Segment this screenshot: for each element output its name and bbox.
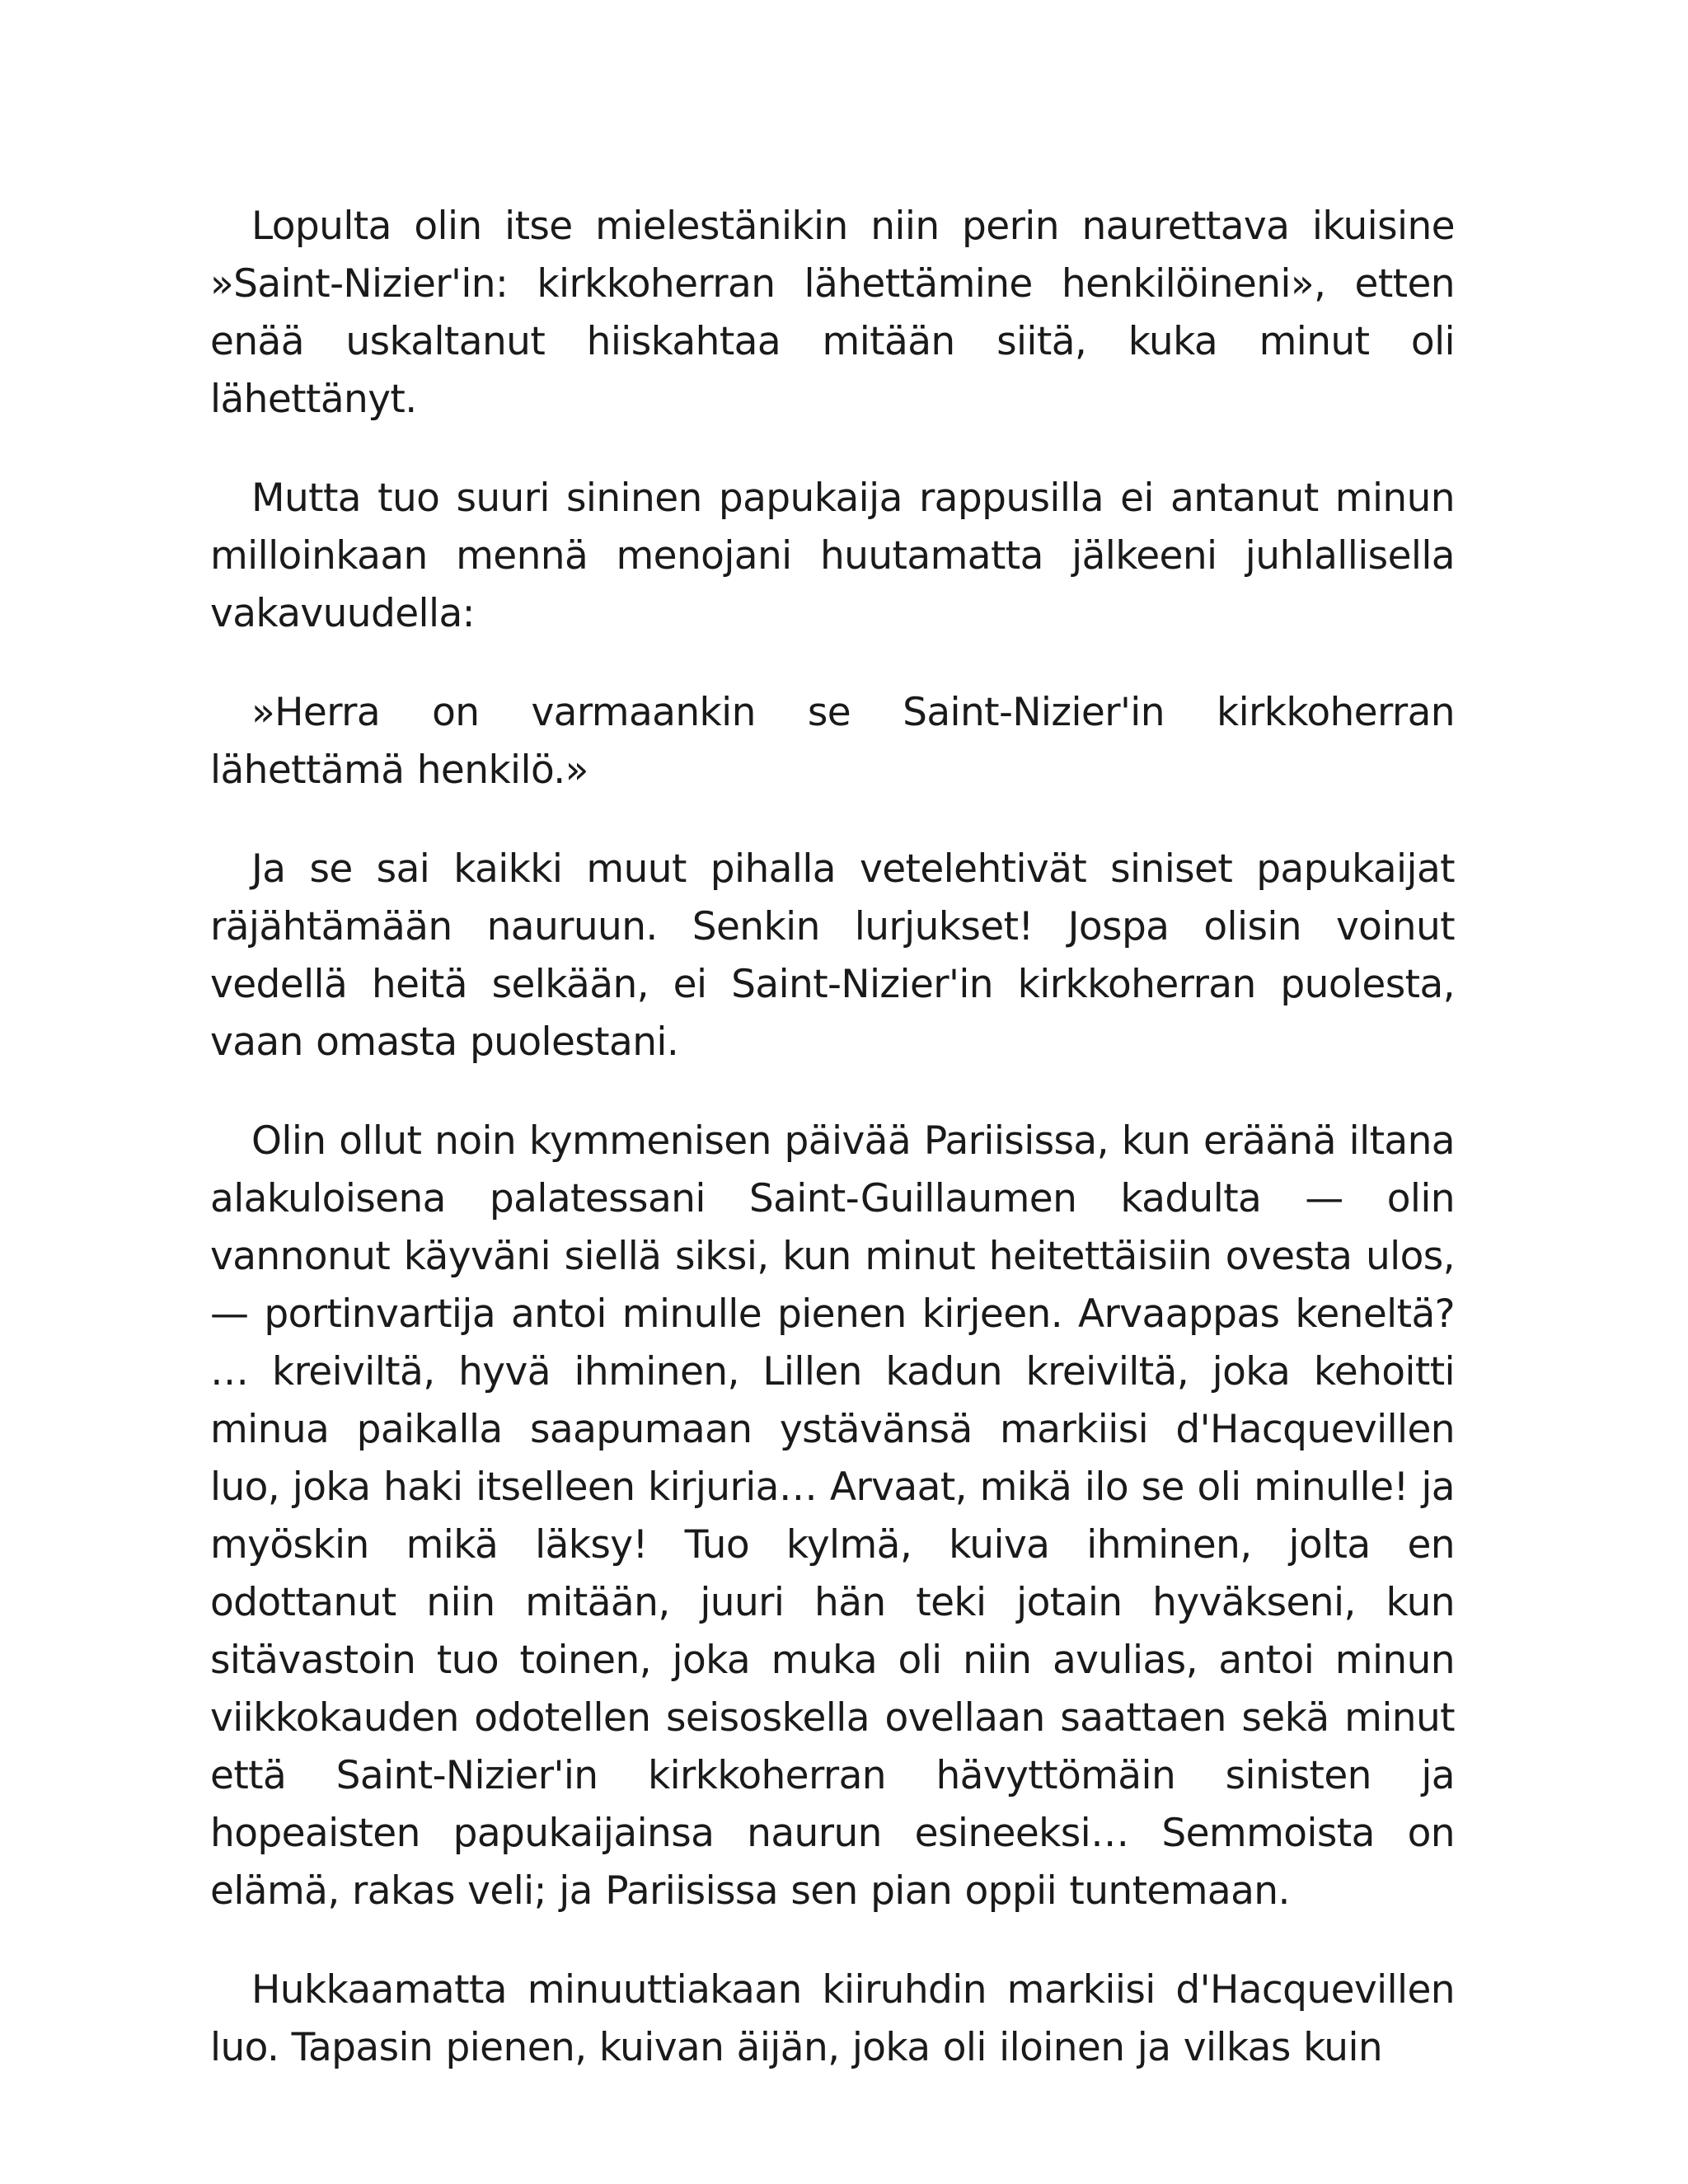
document-page <box>210 198 1455 2077</box>
paragraph-6: Hukkaamatta minuuttiakaan kiiruhdin markiisi d'Hacquevillen luo. Tapasin pienen, kuivan äijän, joka oli iloinen ja vilkas kuin <box>210 1967 1455 2070</box>
paragraph-3: »Herra on varmaankin se Saint-Nizier'in kirkkoherran lähettämä henkilö.» <box>210 690 1455 793</box>
paragraph-5: Olin ollut noin kymmenisen päivää Pariisissa, kun eräänä iltana alakuloisena palatessani Saint-Guillaumen kadulta — olin vannonut käyväni siellä siksi, kun minut heitettäisiin ovesta ulos, — portinvartija antoi minulle pienen kirjeen. Arvaappas keneltä? … kreiviltä, hyvä ihminen, Lillen kadun kreiviltä, joka kehoitti minua paikalla saapumaan ystävänsä markiisi d'Hacquevillen luo, joka haki itselleen kirjuria… Arvaat, mikä ilo se oli minulle! ja myöskin mikä läksy! Tuo kylmä, kuiva ihminen, jolta en odottanut niin mitään, juuri hän teki jotain hyväkseni, kun sitävastoin tuo toinen, joka muka oli niin avulias, antoi minun viikkokauden odotellen seisoskella ovellaan saattaen sekä minut että Saint-Nizier'in kirkkoherran hävyttömäin sinisten ja hopeaisten papukaijainsa naurun esineeksi… Semmoista on elämä, rakas veli; ja Pariisissa sen pian oppii tuntemaan. <box>210 1118 1455 1914</box>
paragraph-1: Lopulta olin itse mielestänikin niin perin naurettava ikuisine »Saint-Nizier'in: kirkkoherran lähettämine henkilöineni», etten enää uskaltanut hiiskahtaa mitään siitä, kuka minut oli lähettänyt. <box>210 204 1455 422</box>
paragraph-4: Ja se sai kaikki muut pihalla vetelehtivät siniset papukaijat räjähtämään nauruun. Senkin lurjukset! Jospa olisin voinut vedellä heitä selkään, ei Saint-Nizier'in kirkkoherran puolesta, vaan omasta puolestani. <box>210 846 1455 1065</box>
paragraph-2: Mutta tuo suuri sininen papukaija rappusilla ei antanut minun milloinkaan mennä menojani huutamatta jälkeeni juhlallisella vakavuudella: <box>210 476 1455 636</box>
